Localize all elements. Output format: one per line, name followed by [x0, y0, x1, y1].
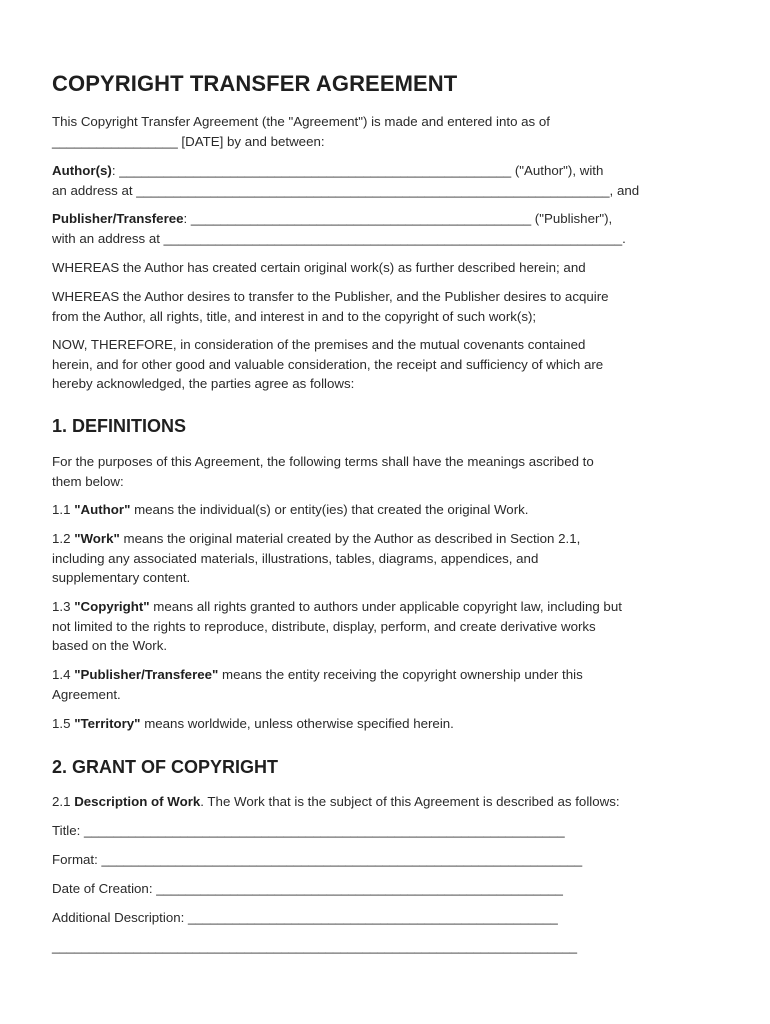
now-therefore-line-2: herein, and for other good and valuable consideration, the receipt and sufficiency of which are: [52, 356, 604, 372]
whereas-2-line-2: from the Author, all rights, title, and interest in and to the copyright of such work(s);: [52, 308, 537, 324]
definition-1-4: [52, 665, 720, 704]
clause-2-1-number: 2.1: [52, 794, 75, 809]
work-title-field: Title: _________________________________________________________________: [52, 823, 565, 838]
clause-2-1: [52, 792, 720, 812]
definition-1-3-line-3: based on the Work.: [52, 638, 168, 653]
clause-2-1-term: Description of Work: [74, 794, 201, 809]
work-date-of-creation-field: Date of Creation: _______________________________________________________: [52, 881, 563, 896]
now-therefore-clause: [52, 335, 720, 394]
definition-1-2-line-2: including any associated materials, illustrations, tables, diagrams, appendices, and: [52, 550, 539, 566]
definition-1-1-term: "Author": [74, 502, 131, 517]
whereas-clause-1: WHEREAS the Author has created certain original work(s) as further described herein; and: [52, 260, 586, 275]
definitions-intro-line-1: For the purposes of this Agreement, the following terms shall have the meanings ascribed to: [52, 454, 594, 469]
definition-1-2-line-1: means the original material created by the Author as described in Section 2.1,: [119, 531, 581, 546]
work-additional-description-field: Additional Description: __________________________________________________: [52, 910, 558, 925]
definition-1-4-line-1: means the entity receiving the copyright ownership under this: [218, 667, 583, 682]
definition-1-4-line-2: Agreement.: [52, 686, 121, 702]
definition-1-4-term: "Publisher/Transferee": [74, 667, 219, 682]
definition-1-3-line-2: not limited to the rights to reproduce, distribute, display, perform, and create derivative works: [52, 618, 596, 634]
now-therefore-line-1: NOW, THEREFORE, in consideration of the premises and the mutual covenants contained: [52, 337, 586, 352]
definition-1-3: [52, 597, 720, 656]
definition-1-3-term: "Copyright": [74, 599, 150, 614]
definitions-intro: [52, 452, 720, 491]
publisher-label: Publisher/Transferee: [52, 211, 184, 226]
author-label: Author(s): [52, 163, 112, 178]
definition-1-5-number: 1.5: [52, 716, 75, 731]
publisher-line-2: with an address at ______________________________________________________________.: [52, 230, 626, 246]
author-block: [52, 161, 720, 200]
definition-1-2-term: "Work": [74, 531, 120, 546]
definitions-intro-line-2: them below:: [52, 473, 124, 489]
intro-paragraph: [52, 112, 720, 151]
intro-line-1: This Copyright Transfer Agreement (the "Agreement") is made and entered into as of: [52, 114, 550, 129]
definition-1-3-number: 1.3: [52, 599, 75, 614]
definition-1-1: [52, 500, 720, 520]
section-1-heading: 1. DEFINITIONS: [52, 416, 187, 436]
whereas-clause-2: [52, 287, 720, 326]
work-format-field: Format: _________________________________________________________________: [52, 852, 583, 867]
author-line-2: an address at ________________________________________________________________, and: [52, 182, 640, 198]
author-line-1: : _____________________________________________________ ("Author"), with: [111, 163, 604, 178]
clause-2-1-text: . The Work that is the subject of this Agreement is described as follows:: [200, 794, 620, 809]
definition-1-5-term: "Territory": [74, 716, 141, 731]
whereas-2-line-1: WHEREAS the Author desires to transfer to the Publisher, and the Publisher desires to acquire: [52, 289, 609, 304]
definition-1-1-text: means the individual(s) or entity(ies) that created the original Work.: [130, 502, 529, 517]
definition-1-2-line-3: supplementary content.: [52, 570, 191, 585]
definition-1-2: [52, 529, 720, 588]
publisher-line-1: : ______________________________________________ ("Publisher"),: [183, 211, 613, 226]
document-title: COPYRIGHT TRANSFER AGREEMENT: [52, 71, 458, 96]
definition-1-5: [52, 714, 720, 734]
now-therefore-line-3: hereby acknowledged, the parties agree as follows:: [52, 376, 355, 391]
definition-1-4-number: 1.4: [52, 667, 75, 682]
definition-1-2-number: 1.2: [52, 531, 75, 546]
section-2-heading: 2. GRANT OF COPYRIGHT: [52, 757, 279, 777]
definition-1-3-line-1: means all rights granted to authors under applicable copyright law, including but: [149, 599, 622, 614]
definition-1-1-number: 1.1: [52, 502, 75, 517]
publisher-block: [52, 209, 720, 248]
definition-1-5-text: means worldwide, unless otherwise specified herein.: [140, 716, 454, 731]
work-description-blank-line: _______________________________________________________________________: [52, 939, 578, 954]
intro-line-2: _________________ [DATE] by and between:: [52, 133, 325, 149]
